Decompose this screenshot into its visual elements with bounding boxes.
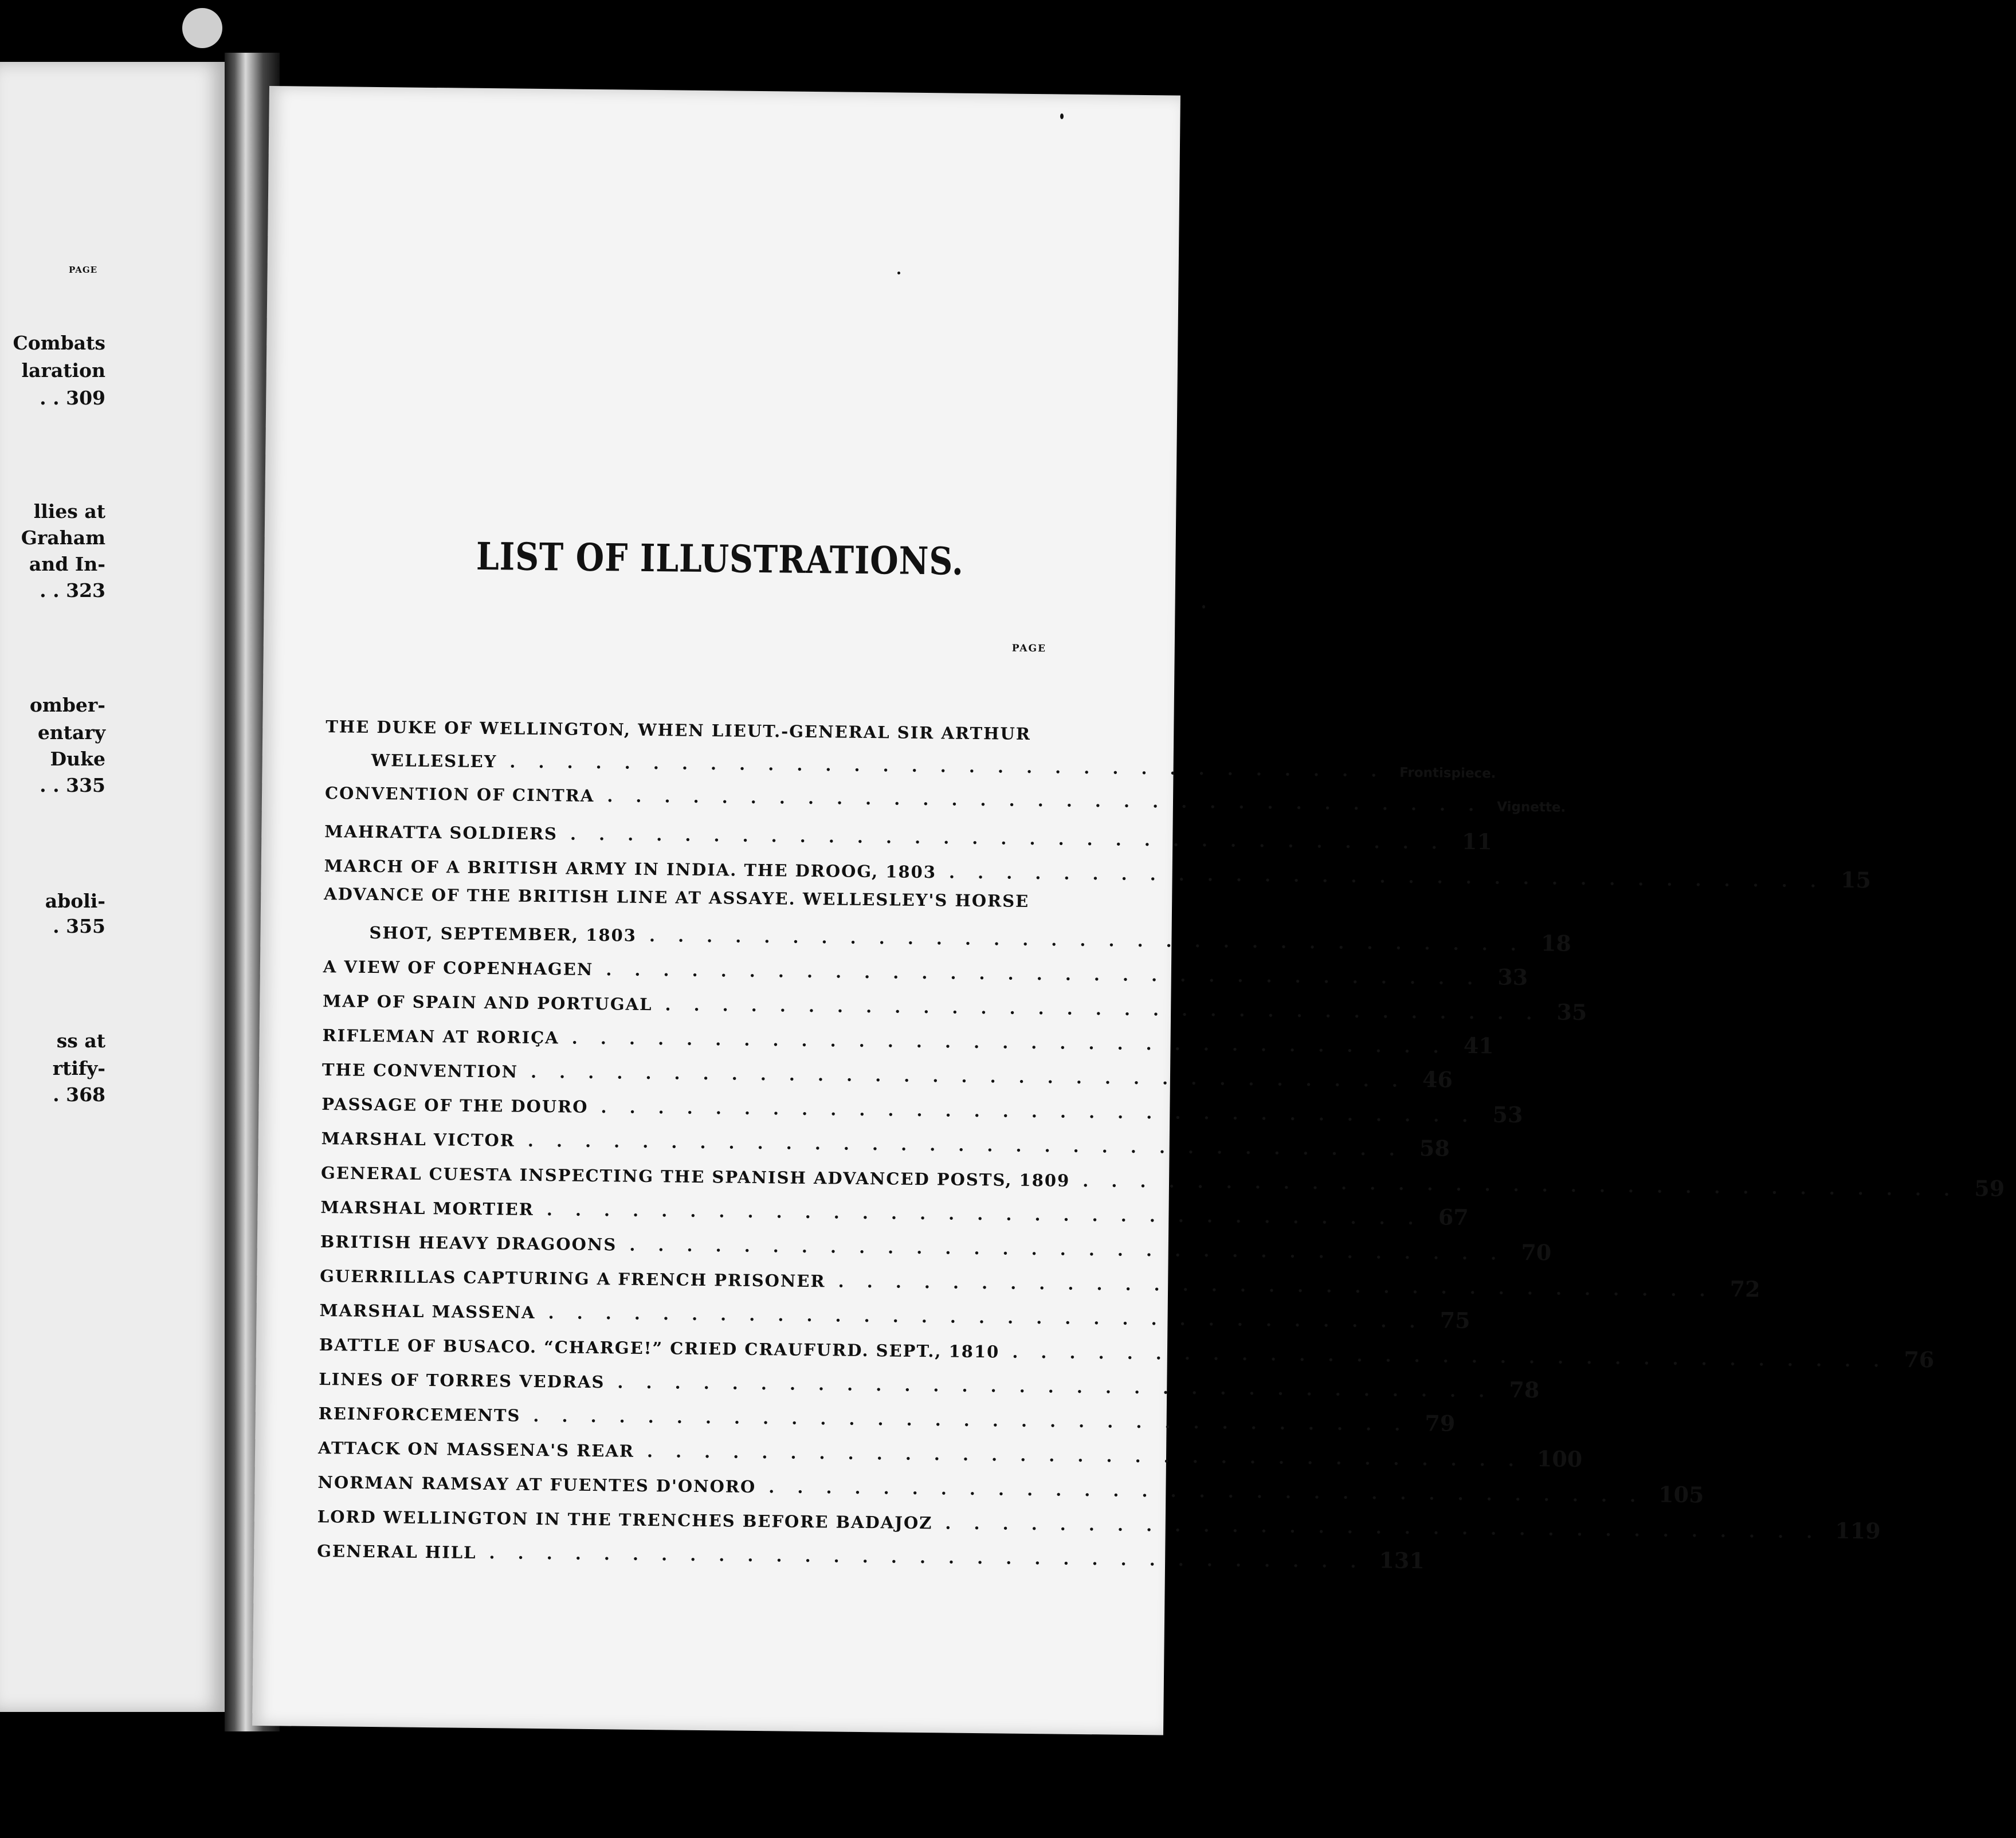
toc-entry xyxy=(317,1467,1704,1508)
toc-entry-title: MARCH OF A BRITISH ARMY IN INDIA. THE DROOG, 1803 xyxy=(324,856,937,882)
leader-dots: ............................... xyxy=(1082,1171,1973,1200)
toc-entry-page: 131 xyxy=(1379,1547,1425,1574)
scan-speck xyxy=(1060,113,1064,119)
toc-entry xyxy=(369,918,1572,956)
leader-dots: ............................... xyxy=(665,995,1555,1024)
scan-speck xyxy=(1202,605,1205,608)
leader-dots: ............................... xyxy=(768,1477,1659,1506)
toc-entry-title: NORMAN RAMSAY AT FUENTES D'ONORO xyxy=(317,1472,756,1497)
leader-dots: ............................... xyxy=(1012,1342,1903,1371)
toc-entry-title: THE DUKE OF WELLINGTON, WHEN LIEUT.-GENERAL SIR ARTHUR xyxy=(325,717,1031,744)
toc-entry-title: MAHRATTA SOLDIERS xyxy=(324,822,558,844)
scan-artifact xyxy=(182,8,222,48)
toc-entry-page: 78 xyxy=(1509,1376,1540,1403)
toc-entry-page: 75 xyxy=(1440,1307,1470,1334)
leader-dots: ............................... xyxy=(606,960,1496,989)
toc-entry-page: 105 xyxy=(1658,1481,1704,1508)
left-line: rtify- xyxy=(52,1057,105,1079)
toc-entry-title: MARSHAL MORTIER xyxy=(320,1197,535,1219)
toc-entry-title: GUERRILLAS CAPTURING A FRENCH PRISONER xyxy=(320,1266,826,1291)
toc-entry xyxy=(319,1295,1470,1334)
toc-entry xyxy=(321,1089,1523,1128)
toc-entry-page: 15 xyxy=(1840,866,1872,893)
toc-entry-title: LORD WELLINGTON IN THE TRENCHES BEFORE BADAJOZ xyxy=(317,1507,933,1533)
toc-entry-title: GENERAL CUESTA INSPECTING THE SPANISH ADVANCED POSTS, 1809 xyxy=(320,1163,1070,1191)
left-line: . 368 xyxy=(53,1083,105,1106)
scan-speck xyxy=(897,272,900,274)
toc-entry xyxy=(320,1158,2005,1201)
left-line: Duke xyxy=(50,748,105,770)
toc-entry-page: 18 xyxy=(1540,930,1572,956)
left-line: omber- xyxy=(29,694,105,716)
toc-entry-page: 33 xyxy=(1497,964,1528,991)
toc-entry xyxy=(317,1433,1583,1472)
toc-entry-title: THE CONVENTION xyxy=(321,1060,519,1082)
left-line: Combats xyxy=(13,332,105,354)
left-line: Graham xyxy=(21,527,105,549)
leader-dots: ............................... xyxy=(509,752,1400,781)
toc-entry-title: A VIEW OF COPENHAGEN xyxy=(323,957,594,980)
leader-dots: ............................... xyxy=(646,1442,1538,1471)
toc-entry xyxy=(320,1227,1552,1266)
left-facing-page xyxy=(0,62,225,1712)
toc-entry-title: LINES OF TORRES VEDRAS xyxy=(319,1369,605,1392)
leader-dots: ............................... xyxy=(948,862,1839,891)
toc-entry-page: 41 xyxy=(1463,1032,1494,1059)
toc-entry-title: MAP OF SPAIN AND PORTUGAL xyxy=(323,991,653,1015)
toc-entry-title: MARSHAL MASSENA xyxy=(319,1301,536,1322)
toc-entry xyxy=(371,750,1496,788)
toc-entry-title: WELLESLEY xyxy=(371,750,497,772)
leader-dots: ............................... xyxy=(629,1235,1520,1264)
toc-entry xyxy=(319,1330,1935,1373)
left-line: . . 309 xyxy=(40,387,105,409)
left-line: laration xyxy=(21,359,105,382)
leader-dots: ............................... xyxy=(533,1405,1423,1435)
toc-entry xyxy=(318,1399,1456,1436)
toc-entry-page: 53 xyxy=(1492,1101,1523,1128)
toc-entry xyxy=(324,816,1493,855)
toc-entry-title: REINFORCEMENTS xyxy=(318,1404,521,1425)
leader-dots: ............................... xyxy=(649,926,1540,955)
leader-dots: ............................... xyxy=(838,1271,1728,1301)
left-line: aboli- xyxy=(45,890,105,912)
left-line: . . 323 xyxy=(40,579,105,602)
toc-entry-title: ADVANCE OF THE BRITISH LINE AT ASSAYE. WELLESLEY'S HORSE xyxy=(324,884,1030,911)
toc-entry xyxy=(324,884,1074,922)
toc-entry-title: CONVENTION OF CINTRA xyxy=(324,783,595,806)
leader-dots: ............................... xyxy=(945,1513,1835,1542)
toc-entry xyxy=(325,717,1076,755)
toc-entry xyxy=(317,1502,1881,1544)
toc-entry-title: SHOT, SEPTEMBER, 1803 xyxy=(369,922,637,945)
toc-entry-title: ATTACK ON MASSENA'S REAR xyxy=(317,1438,635,1461)
toc-entry-page: 79 xyxy=(1425,1410,1456,1436)
toc-entry xyxy=(324,851,1872,893)
toc-entry-page: 100 xyxy=(1536,1446,1583,1472)
toc-entry-page: 59 xyxy=(1974,1175,2005,1201)
left-line: ss at xyxy=(56,1030,105,1052)
toc-entry-title: MARSHAL VICTOR xyxy=(321,1129,516,1150)
toc-entry-page: Vignette. xyxy=(1497,799,1566,815)
toc-entry xyxy=(324,783,1566,821)
toc-entry-page: 58 xyxy=(1419,1135,1450,1161)
leader-dots: ............................... xyxy=(548,1303,1438,1332)
toc-entry xyxy=(321,1124,1450,1161)
left-line: and In- xyxy=(29,553,105,575)
left-page-head: PAGE xyxy=(69,265,98,275)
toc-entry xyxy=(321,1055,1453,1093)
toc-entry-title: BATTLE OF BUSACO. “CHARGE!” CRIED CRAUFURD. SEPT., 1810 xyxy=(319,1335,1000,1362)
left-line: llies at xyxy=(33,500,105,523)
leader-dots: ............................... xyxy=(571,1028,1462,1057)
left-line: . . 335 xyxy=(40,774,105,796)
leader-dots: ............................... xyxy=(489,1543,1379,1572)
toc-entry xyxy=(323,986,1587,1026)
toc-entry-page: 46 xyxy=(1422,1066,1453,1093)
left-line: entary xyxy=(37,721,105,744)
toc-entry-title: GENERAL HILL xyxy=(317,1541,477,1562)
toc-entry-title: BRITISH HEAVY DRAGOONS xyxy=(320,1232,617,1255)
toc-entry-page: 72 xyxy=(1729,1275,1760,1302)
left-line: . 355 xyxy=(53,915,105,937)
toc-entry xyxy=(320,1261,1760,1302)
toc-entry-page: 67 xyxy=(1438,1204,1469,1231)
toc-entry xyxy=(320,1192,1469,1231)
toc-entry-page: Frontispiece. xyxy=(1399,765,1496,781)
toc-entry xyxy=(319,1364,1540,1403)
toc-entry-page: 119 xyxy=(1835,1517,1881,1544)
page-title: LIST OF ILLUSTRATIONS. xyxy=(476,533,964,584)
toc-entry xyxy=(317,1536,1425,1574)
leader-dots: ............................... xyxy=(607,786,1497,815)
page-column-head: PAGE xyxy=(1011,642,1047,655)
leader-dots: ............................... xyxy=(570,824,1461,853)
leader-dots: ............................... xyxy=(546,1200,1437,1229)
right-page xyxy=(252,86,2005,1735)
toc-entry xyxy=(322,1020,1494,1059)
toc-entry-title: PASSAGE OF THE DOURO xyxy=(321,1094,589,1117)
toc-entry-page: 35 xyxy=(1556,999,1587,1026)
toc-entry xyxy=(323,952,1528,991)
toc-entry-page: 11 xyxy=(1461,828,1493,855)
leader-dots: ............................... xyxy=(527,1130,1418,1160)
leader-dots: ............................... xyxy=(530,1062,1421,1091)
toc-entry-title: RIFLEMAN AT RORIÇA xyxy=(322,1026,559,1048)
leader-dots: ............................... xyxy=(617,1372,1508,1401)
leader-dots: ............................... xyxy=(601,1097,1491,1126)
toc-entry-page: 70 xyxy=(1521,1239,1552,1266)
toc-entry-page: 76 xyxy=(1904,1346,1935,1373)
